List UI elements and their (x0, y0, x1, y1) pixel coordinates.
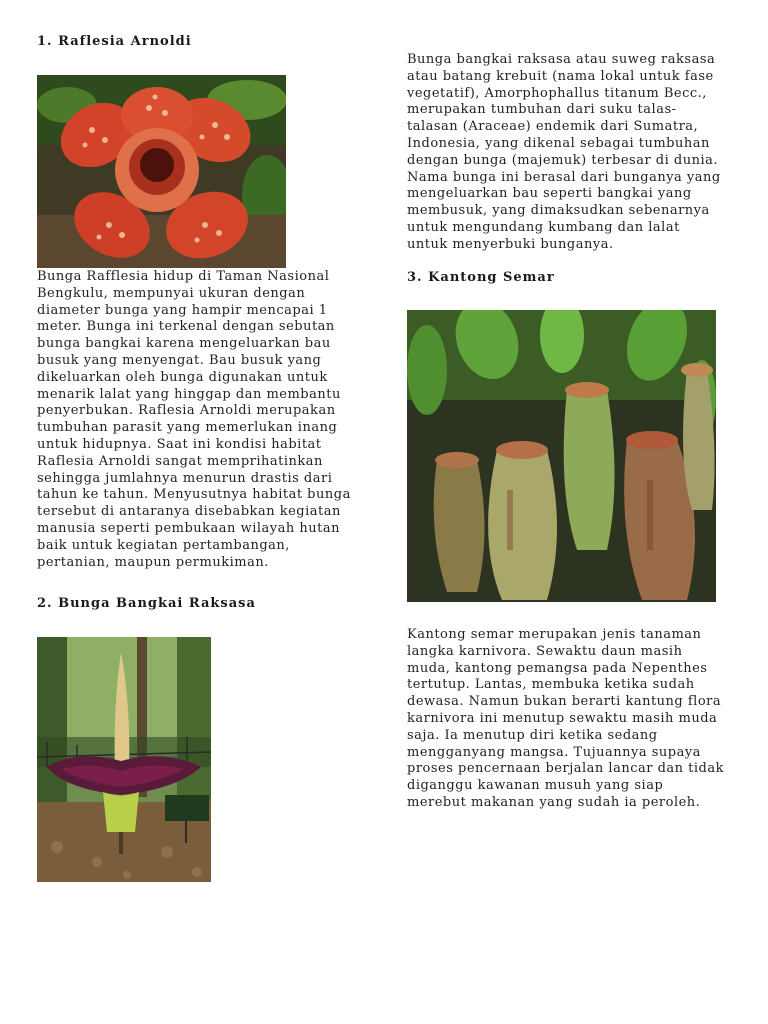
text-line: baik untuk kegiatan pertambangan, (37, 537, 290, 553)
text-line: langka karnivora. Sewaktu daun masih (407, 643, 683, 659)
text-line: busuk yang menyengat. Bau busuk yang (37, 352, 322, 368)
text-line: merebut makanan yang sudah ia peroleh. (407, 794, 701, 810)
text-line: bunga bangkai karena mengeluarkan bau (37, 336, 331, 352)
text-line: sehingga jumlahnya menurun drastis dari (37, 470, 333, 486)
heading-bunga-bangkai-raksasa: 2. Bunga Bangkai Raksasa (37, 596, 256, 611)
text-line: membusuk, yang dimaksudkan sebenarnya (407, 203, 710, 219)
text-line: tumbuhan parasit yang memerlukan inang (37, 420, 338, 436)
text-line: untuk menyerbuki bunganya. (407, 236, 614, 252)
text-line: diganggu kawanan musuh yang siap (407, 778, 664, 794)
text-line: manusia seperti pembukaan wilayah hutan (37, 520, 340, 536)
text-line: atau batang krebuit (nama lokal untuk fase (407, 68, 714, 84)
text-line: dengan bunga (majemuk) terbesar di dunia. (407, 152, 719, 168)
text-line: dikeluarkan oleh bunga digunakan untuk (37, 369, 328, 385)
text-line: mengeluarkan bau seperti bangkai yang (407, 186, 692, 202)
text-line: Raflesia Arnoldi sangat memprihatinkan (37, 453, 323, 469)
text-line: Bunga bangkai raksasa atau suweg raksasa (407, 52, 716, 67)
text-line: tahun ke tahun. Menyusutnya habitat bunga (37, 487, 351, 503)
text-line: menarik lalat yang hinggap dan membantu (37, 386, 341, 402)
text-line: Bunga Rafflesia hidup di Taman Nasional (37, 269, 330, 284)
titan-arum-photo (37, 637, 211, 882)
paragraph-kantong-semar (407, 627, 724, 812)
text-line: proses pencernaan berjalan lancar dan tidak (407, 761, 724, 777)
text-line: penyerbukan. Raflesia Arnoldi merupakan (37, 403, 336, 419)
text-line: dewasa. Namun bukan berarti kantung flora (407, 694, 722, 710)
paragraph-bunga-bangkai (407, 52, 721, 254)
text-line: tertutup. Lantas, membuka ketika sudah (407, 677, 695, 693)
text-line: mengganyang mangsa. Tujuannya supaya (407, 744, 701, 760)
text-line: Bengkulu, mempunyai ukuran dengan (37, 285, 306, 301)
text-line: pertanian, maupun permukiman. (37, 554, 269, 570)
text-line: untuk hidupnya. Saat ini kondisi habitat (37, 436, 322, 452)
text-line: vegetatif), Amorphophallus titanum Becc., (407, 85, 707, 101)
text-line: Nama bunga ini berasal dari bunganya yang (407, 169, 721, 185)
rafflesia-photo (37, 75, 286, 268)
text-line: meter. Bunga ini terkenal dengan sebutan (37, 319, 335, 335)
text-line: muda, kantong pemangsa pada Nepenthes (407, 660, 708, 676)
pitcher-plant-photo (407, 310, 716, 602)
text-line: saja. Ia menutup diri ketika sedang (407, 727, 658, 743)
text-line: diameter bunga yang hampir mencapai 1 (37, 302, 328, 318)
paragraph-raflesia (37, 269, 351, 571)
text-line: merupakan tumbuhan dari suku talas- (407, 102, 677, 118)
heading-raflesia-arnoldi: 1. Raflesia Arnoldi (37, 34, 192, 49)
text-line: karnivora ini menutup sewaktu masih muda (407, 710, 718, 726)
text-line: untuk mengundang kumbang dan lalat (407, 219, 680, 235)
text-line: Kantong semar merupakan jenis tanaman (407, 627, 702, 642)
text-line: talasan (Araceae) endemik dari Sumatra, (407, 119, 699, 135)
text-line: tersebut di antaranya disebabkan kegiatan (37, 504, 341, 520)
heading-kantong-semar: 3. Kantong Semar (407, 270, 555, 285)
text-line: Indonesia, yang dikenal sebagai tumbuhan (407, 135, 710, 151)
